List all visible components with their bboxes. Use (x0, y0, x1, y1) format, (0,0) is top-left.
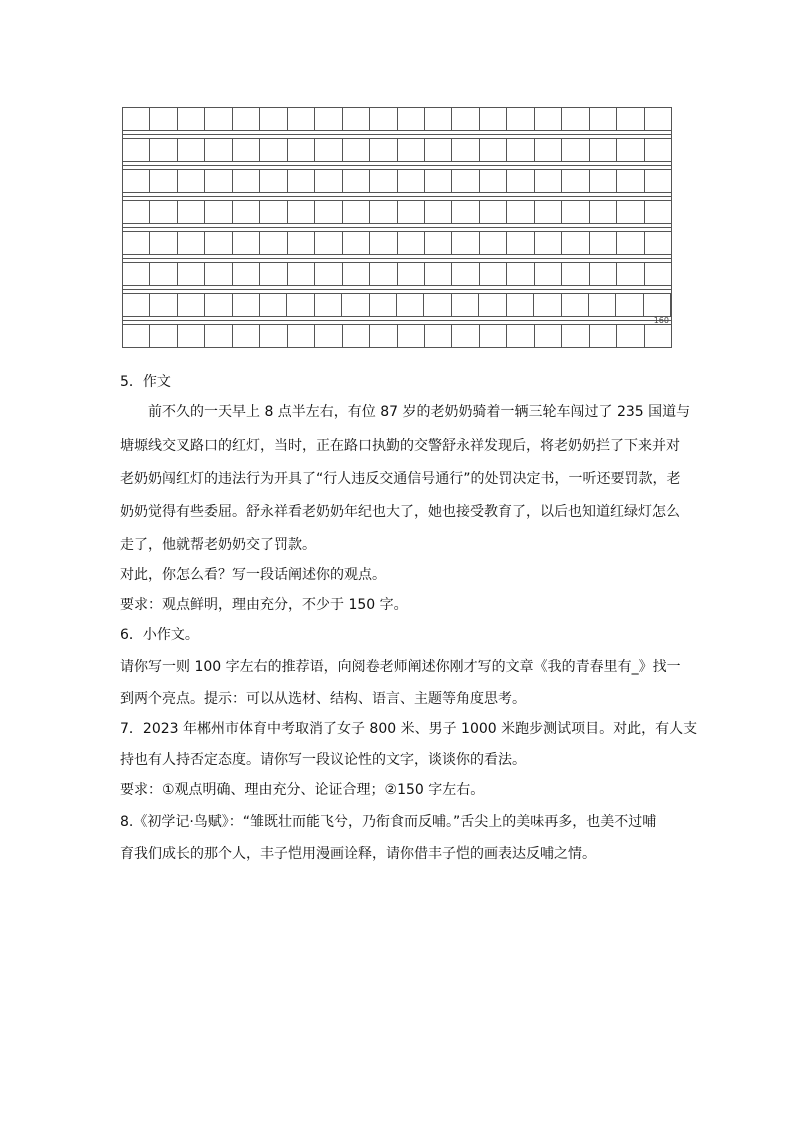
grid-cell[interactable] (645, 325, 671, 347)
grid-cell[interactable] (617, 201, 644, 223)
grid-cell[interactable] (617, 232, 644, 254)
grid-cell[interactable] (233, 232, 260, 254)
grid-cell[interactable] (590, 263, 617, 285)
grid-cell[interactable] (178, 325, 205, 347)
grid-cell[interactable] (343, 325, 370, 347)
grid-row-gap (122, 162, 672, 169)
grid-cell[interactable] (315, 201, 342, 223)
grid-cell[interactable] (205, 170, 232, 192)
grid-cell[interactable] (343, 139, 370, 161)
grid-cell[interactable] (480, 325, 507, 347)
q5-para-line-4: 奶奶觉得有些委屈。舒永祥看老奶奶年纪也大了，她也接受教育了，以后也知道红绿灯怎么 (120, 504, 680, 520)
grid-row (122, 169, 672, 193)
grid-cell[interactable] (452, 263, 479, 285)
q5-prompt: 对此，你怎么看？写一段话阐述你的观点。 (120, 567, 386, 583)
grid-cell[interactable] (370, 294, 397, 316)
grid-cell[interactable] (150, 108, 177, 130)
q8-line-1: 8.《初学记·鸟赋》：“雏既壮而能飞兮，乃衔食而反哺。”舌尖上的美味再多，也美不过哺 (120, 814, 657, 830)
grid-cell[interactable] (535, 263, 562, 285)
grid-cell[interactable] (205, 139, 232, 161)
grid-cell[interactable] (507, 170, 534, 192)
grid-row (122, 231, 672, 255)
grid-cell[interactable] (178, 139, 205, 161)
q5-para-line-5: 走了，他就帮老奶奶交了罚款。 (120, 537, 316, 553)
grid-cell[interactable] (370, 170, 397, 192)
grid-cell[interactable] (589, 294, 616, 316)
q7-line-2: 持也有人持否定态度。请你写一段议论性的文字，谈谈你的看法。 (120, 752, 526, 768)
grid-cell[interactable] (590, 170, 617, 192)
grid-cell[interactable] (645, 232, 671, 254)
grid-cell[interactable] (370, 108, 397, 130)
grid-cell[interactable] (452, 108, 479, 130)
grid-cell[interactable] (123, 232, 150, 254)
grid-cell[interactable] (123, 170, 150, 192)
grid-cell[interactable] (205, 294, 232, 316)
grid-cell[interactable] (178, 294, 205, 316)
grid-cell[interactable] (178, 170, 205, 192)
grid-cell[interactable] (315, 232, 342, 254)
grid-cell[interactable] (590, 232, 617, 254)
grid-cell[interactable] (507, 139, 534, 161)
grid-cell[interactable] (370, 263, 397, 285)
grid-cell[interactable] (288, 263, 315, 285)
grid-row (122, 107, 672, 131)
grid-row-gap (122, 193, 672, 200)
grid-cell[interactable] (398, 263, 425, 285)
grid-cell[interactable] (343, 170, 370, 192)
grid-cell[interactable] (123, 294, 150, 316)
grid-cell[interactable] (343, 201, 370, 223)
grid-cell[interactable] (398, 108, 425, 130)
grid-cell[interactable] (398, 201, 425, 223)
grid-cell[interactable] (617, 108, 644, 130)
grid-cell[interactable] (425, 201, 452, 223)
grid-cell[interactable] (645, 201, 671, 223)
grid-row (122, 324, 672, 348)
grid-row (122, 138, 672, 162)
grid-row-gap (122, 255, 672, 262)
writing-grid (122, 107, 672, 348)
grid-cell[interactable] (288, 139, 315, 161)
grid-cell[interactable] (452, 201, 479, 223)
grid-row-gap (122, 131, 672, 138)
grid-cell[interactable] (590, 139, 617, 161)
grid-cell[interactable] (260, 170, 287, 192)
q8-line-2: 育我们成长的那个人，丰子恺用漫画诠释，请你借丰子恺的画表达反哺之情。 (120, 846, 596, 862)
grid-cell[interactable] (260, 139, 287, 161)
grid-cell[interactable] (398, 325, 425, 347)
grid-cell[interactable] (562, 139, 589, 161)
grid-cell[interactable] (233, 263, 260, 285)
grid-cell[interactable] (616, 294, 643, 316)
grid-cell[interactable] (398, 139, 425, 161)
grid-cell[interactable] (645, 170, 671, 192)
grid-cell[interactable] (123, 108, 150, 130)
grid-cell[interactable] (507, 201, 534, 223)
grid-cell[interactable] (178, 108, 205, 130)
grid-row-gap (122, 317, 672, 324)
grid-cell[interactable] (480, 139, 507, 161)
grid-cell[interactable] (479, 294, 506, 316)
grid-cell[interactable] (535, 139, 562, 161)
q6-title: 6．小作文。 (120, 627, 199, 643)
grid-cell[interactable] (260, 201, 287, 223)
grid-cell[interactable] (562, 325, 589, 347)
grid-cell[interactable] (343, 263, 370, 285)
grid-row (122, 293, 672, 325)
grid-cell[interactable] (617, 139, 644, 161)
grid-cell[interactable] (425, 139, 452, 161)
grid-cell[interactable] (150, 201, 177, 223)
grid-cell[interactable] (260, 232, 287, 254)
grid-cell[interactable] (150, 232, 177, 254)
grid-count-label: 160 (653, 316, 669, 325)
grid-cell[interactable] (150, 139, 177, 161)
grid-cell[interactable] (178, 263, 205, 285)
q5-requirement: 要求：观点鲜明，理由充分，不少于 150 字。 (120, 597, 408, 613)
grid-cell[interactable] (424, 294, 451, 316)
grid-cell[interactable] (398, 170, 425, 192)
grid-cell[interactable] (233, 170, 260, 192)
grid-cell[interactable] (562, 263, 589, 285)
grid-cell[interactable] (617, 325, 644, 347)
grid-cell[interactable] (260, 294, 287, 316)
grid-cell[interactable] (288, 108, 315, 130)
grid-cell[interactable] (123, 139, 150, 161)
grid-cell[interactable] (288, 232, 315, 254)
grid-cell[interactable] (425, 325, 452, 347)
grid-cell[interactable] (590, 325, 617, 347)
grid-cell[interactable] (398, 232, 425, 254)
q7-requirement: 要求：①观点明确、理由充分、论证合理；②150 字左右。 (120, 782, 485, 798)
grid-cell[interactable] (315, 294, 342, 316)
grid-cell[interactable] (480, 232, 507, 254)
grid-row-gap (122, 224, 672, 231)
grid-cell[interactable] (123, 201, 150, 223)
grid-cell[interactable] (233, 108, 260, 130)
grid-cell[interactable] (534, 294, 561, 316)
grid-cell[interactable] (480, 170, 507, 192)
grid-cell[interactable] (535, 170, 562, 192)
grid-cell[interactable] (617, 170, 644, 192)
grid-cell[interactable] (562, 108, 589, 130)
grid-cell[interactable] (150, 263, 177, 285)
grid-cell[interactable] (315, 170, 342, 192)
grid-cell[interactable] (452, 325, 479, 347)
grid-cell[interactable] (370, 201, 397, 223)
grid-cell[interactable] (205, 201, 232, 223)
grid-cell[interactable] (590, 201, 617, 223)
grid-cell[interactable] (645, 263, 671, 285)
grid-row (122, 200, 672, 224)
grid-cell[interactable] (123, 263, 150, 285)
grid-cell[interactable] (370, 325, 397, 347)
grid-cell[interactable] (425, 108, 452, 130)
grid-cell[interactable] (535, 325, 562, 347)
grid-cell[interactable] (644, 294, 671, 316)
grid-cell[interactable] (288, 170, 315, 192)
grid-cell[interactable] (370, 139, 397, 161)
grid-cell[interactable] (617, 263, 644, 285)
grid-cell[interactable] (178, 201, 205, 223)
grid-cell[interactable] (562, 232, 589, 254)
grid-cell[interactable] (507, 108, 534, 130)
grid-cell[interactable] (315, 325, 342, 347)
grid-cell[interactable] (452, 139, 479, 161)
q7-line-1: 7．2023 年郴州市体育中考取消了女子 800 米、男子 1000 米跑步测试项目。对此，有人支 (120, 721, 698, 737)
q6-line-2: 到两个亮点。提示：可以从选材、结构、语言、主题等角度思考。 (120, 691, 526, 707)
grid-cell[interactable] (425, 263, 452, 285)
grid-cell[interactable] (645, 139, 671, 161)
grid-cell[interactable] (233, 325, 260, 347)
grid-cell[interactable] (343, 232, 370, 254)
grid-cell[interactable] (507, 294, 534, 316)
grid-cell[interactable] (150, 294, 177, 316)
grid-row (122, 262, 672, 286)
q6-line-1: 请你写一则 100 字左右的推荐语，向阅卷老师阐述你刚才写的文章《我的青春里有_》找一 (120, 659, 681, 675)
grid-cell[interactable] (205, 325, 232, 347)
grid-cell[interactable] (590, 108, 617, 130)
grid-cell[interactable] (287, 294, 314, 316)
grid-cell[interactable] (452, 294, 479, 316)
grid-cell[interactable] (315, 139, 342, 161)
grid-cell[interactable] (288, 201, 315, 223)
q5-title: 5．作文 (120, 374, 171, 390)
grid-cell[interactable] (452, 232, 479, 254)
grid-cell[interactable] (343, 108, 370, 130)
grid-cell[interactable] (425, 170, 452, 192)
grid-cell[interactable] (535, 108, 562, 130)
grid-cell[interactable] (260, 325, 287, 347)
q5-para-line-1: 前不久的一天早上 8 点半左右，有位 87 岁的老奶奶骑着一辆三轮车闯过了 235 国道与 (148, 404, 691, 420)
grid-cell[interactable] (315, 108, 342, 130)
grid-cell[interactable] (205, 108, 232, 130)
grid-cell[interactable] (178, 232, 205, 254)
grid-cell[interactable] (370, 232, 397, 254)
grid-cell[interactable] (150, 170, 177, 192)
q5-para-line-2: 塘塬线交叉路口的红灯，当时，正在路口执勤的交警舒永祥发现后，将老奶奶拦了下来并对 (120, 438, 680, 454)
grid-cell[interactable] (645, 108, 671, 130)
grid-cell[interactable] (233, 201, 260, 223)
grid-cell[interactable] (260, 263, 287, 285)
grid-cell[interactable] (205, 232, 232, 254)
grid-cell[interactable] (150, 325, 177, 347)
grid-cell[interactable] (315, 263, 342, 285)
grid-cell[interactable] (507, 232, 534, 254)
grid-row-gap (122, 286, 672, 293)
grid-cell[interactable] (205, 263, 232, 285)
grid-cell[interactable] (260, 108, 287, 130)
grid-cell[interactable] (535, 232, 562, 254)
grid-cell[interactable] (233, 294, 260, 316)
grid-cell[interactable] (480, 263, 507, 285)
grid-cell[interactable] (535, 201, 562, 223)
grid-cell[interactable] (480, 201, 507, 223)
grid-cell[interactable] (507, 325, 534, 347)
q5-para-line-3: 老奶奶闯红灯的违法行为开具了“行人违反交通信号通行”的处罚决定书，一听还要罚款，老 (120, 471, 681, 487)
grid-cell[interactable] (233, 139, 260, 161)
grid-cell[interactable] (562, 170, 589, 192)
grid-cell[interactable] (397, 294, 424, 316)
grid-cell[interactable] (562, 294, 589, 316)
grid-cell[interactable] (507, 263, 534, 285)
grid-cell[interactable] (562, 201, 589, 223)
grid-cell[interactable] (452, 170, 479, 192)
grid-cell[interactable] (123, 325, 150, 347)
grid-cell[interactable] (425, 232, 452, 254)
grid-cell[interactable] (288, 325, 315, 347)
grid-cell[interactable] (480, 108, 507, 130)
grid-cell[interactable] (342, 294, 369, 316)
